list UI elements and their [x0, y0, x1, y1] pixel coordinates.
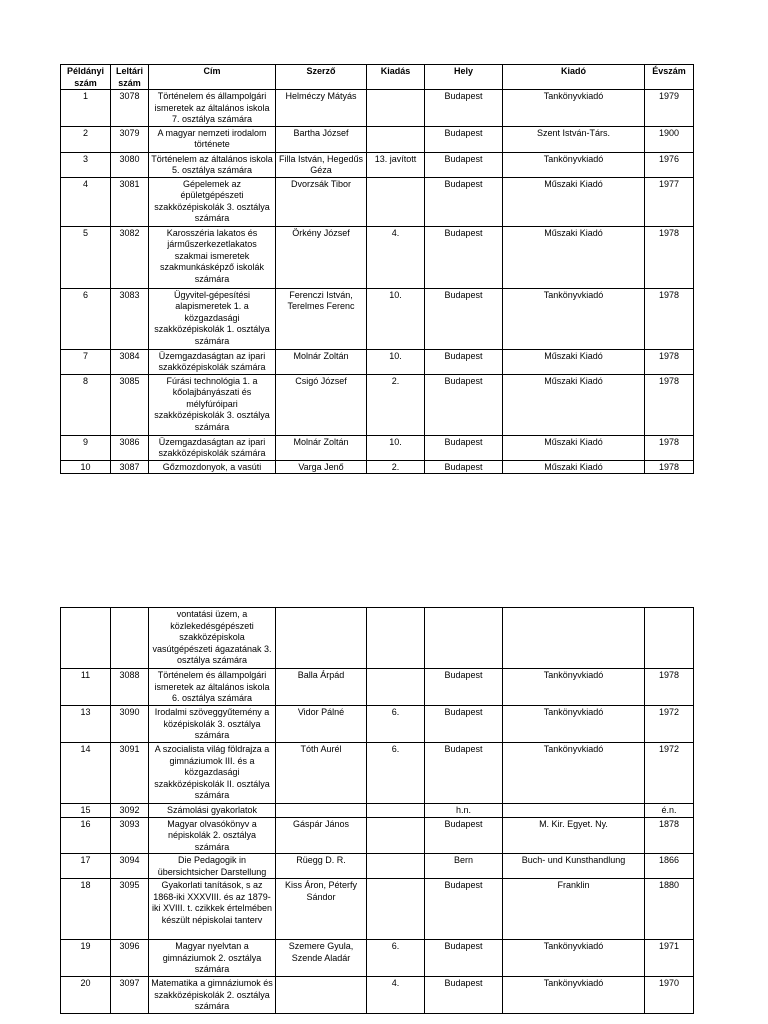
- cell-kiadas: 6.: [367, 940, 425, 977]
- cell-kiado: Buch- und Kunsthandlung: [503, 854, 645, 879]
- cell-kiadas: 4.: [367, 226, 425, 288]
- cell-hely: Budapest: [425, 669, 503, 706]
- cell-kiado: Tankönyvkiadó: [503, 90, 645, 127]
- cell-kiado: Tankönyvkiadó: [503, 288, 645, 349]
- cell-kiado: Tankönyvkiadó: [503, 706, 645, 743]
- header-row: [61, 65, 694, 90]
- cell-kiado: [503, 804, 645, 818]
- cell-evszam: 1978: [645, 349, 694, 374]
- cell-hely: Bern: [425, 854, 503, 879]
- cell-cim: A szocialista világ földrajza a gimnáziumok III. és a közgazdasági szakközépiskolák II. osztálya számára: [149, 743, 276, 804]
- cell-leltari: 3086: [111, 435, 149, 460]
- cell-leltari: 3079: [111, 126, 149, 152]
- cell-cim: Magyar olvasókönyv a népiskolák 2. osztálya számára: [149, 817, 276, 854]
- cell-szerzo: Szemere Gyula, Szende Aladár: [276, 940, 367, 977]
- cell-evszam: 1979: [645, 90, 694, 127]
- cell-hely: Budapest: [425, 126, 503, 152]
- cell-cim: Irodalmi szöveggyűtemény a középiskolák 3. osztálya számára: [149, 706, 276, 743]
- cell-hely: Budapest: [425, 435, 503, 460]
- cell-hely: Budapest: [425, 374, 503, 435]
- header-szerzo: Szerző: [276, 65, 367, 90]
- cell-kiadas: 2.: [367, 374, 425, 435]
- cell-kiado: Tankönyvkiadó: [503, 152, 645, 177]
- cell-evszam: 1977: [645, 177, 694, 226]
- catalog-table-page-2: [60, 607, 694, 1014]
- table-row: [61, 152, 694, 177]
- cell-kiadas: 10.: [367, 288, 425, 349]
- cell-kiadas: [367, 879, 425, 940]
- cell-peldany: 20: [61, 977, 111, 1014]
- cell-hely: h.n.: [425, 804, 503, 818]
- cell-hely: Budapest: [425, 460, 503, 474]
- table-row: [61, 804, 694, 818]
- cell-kiado: Tankönyvkiadó: [503, 669, 645, 706]
- cell-kiadas: 6.: [367, 706, 425, 743]
- table-row: [61, 349, 694, 374]
- table-row: [61, 940, 694, 977]
- cell-peldany: 5: [61, 226, 111, 288]
- table-row: [61, 706, 694, 743]
- cell-kiado: Műszaki Kiadó: [503, 226, 645, 288]
- cell-szerzo: Varga Jenő: [276, 460, 367, 474]
- table-row: [61, 879, 694, 940]
- cell-kiado: Franklin: [503, 879, 645, 940]
- catalog-table-page-1: [60, 64, 694, 474]
- cell-evszam: 1971: [645, 940, 694, 977]
- cell-leltari: 3097: [111, 977, 149, 1014]
- cell-kiadas: 10.: [367, 435, 425, 460]
- table-row: [61, 608, 694, 669]
- table-row: [61, 288, 694, 349]
- cell-peldany: 19: [61, 940, 111, 977]
- cell-leltari: 3094: [111, 854, 149, 879]
- cell-evszam: 1970: [645, 977, 694, 1014]
- cell-leltari: 3088: [111, 669, 149, 706]
- cell-hely: Budapest: [425, 152, 503, 177]
- table-row: [61, 977, 694, 1014]
- cell-cim: Történelem és állampolgári ismeretek az általános iskola 6. osztálya számára: [149, 669, 276, 706]
- cell-hely: Budapest: [425, 177, 503, 226]
- cell-kiadas: [367, 854, 425, 879]
- cell-kiado: Műszaki Kiadó: [503, 374, 645, 435]
- cell-kiadas: [367, 817, 425, 854]
- cell-cim: Üzemgazdaságtan az ipari szakközépiskolák számára: [149, 349, 276, 374]
- cell-peldany: 4: [61, 177, 111, 226]
- cell-szerzo: Gáspár János: [276, 817, 367, 854]
- cell-leltari: 3096: [111, 940, 149, 977]
- cell-leltari: 3080: [111, 152, 149, 177]
- cell-leltari: 3082: [111, 226, 149, 288]
- cell-peldany: 11: [61, 669, 111, 706]
- cell-kiadas: [367, 608, 425, 669]
- cell-evszam: 1866: [645, 854, 694, 879]
- cell-leltari: 3084: [111, 349, 149, 374]
- header-peldany: Példányi szám: [61, 65, 111, 90]
- cell-evszam: 1978: [645, 374, 694, 435]
- cell-kiadas: [367, 90, 425, 127]
- cell-kiado: Műszaki Kiadó: [503, 349, 645, 374]
- cell-szerzo: Ferenczi István, Terelmes Ferenc: [276, 288, 367, 349]
- cell-peldany: 14: [61, 743, 111, 804]
- cell-leltari: 3085: [111, 374, 149, 435]
- cell-szerzo: Dvorzsák Tibor: [276, 177, 367, 226]
- cell-szerzo: Vidor Pálné: [276, 706, 367, 743]
- cell-hely: Budapest: [425, 879, 503, 940]
- cell-kiadas: 4.: [367, 977, 425, 1014]
- cell-leltari: 3093: [111, 817, 149, 854]
- cell-cim: Történelem az általános iskola 5. osztálya számára: [149, 152, 276, 177]
- cell-hely: Budapest: [425, 226, 503, 288]
- cell-kiado: Tankönyvkiadó: [503, 940, 645, 977]
- cell-hely: Budapest: [425, 940, 503, 977]
- cell-evszam: 1878: [645, 817, 694, 854]
- cell-kiadas: [367, 126, 425, 152]
- cell-kiadas: [367, 177, 425, 226]
- cell-leltari: 3092: [111, 804, 149, 818]
- cell-evszam: 1978: [645, 288, 694, 349]
- cell-leltari: 3087: [111, 460, 149, 474]
- cell-kiadas: 10.: [367, 349, 425, 374]
- cell-cim: Üzemgazdaságtan az ipari szakközépiskolák számára: [149, 435, 276, 460]
- cell-cim: Fúrási technológia 1. a kőolajbányászati és mélyfúróipari szakközépiskolák 3. osztálya számára: [149, 374, 276, 435]
- header-kiado: Kiadó: [503, 65, 645, 90]
- cell-cim: Számolási gyakorlatok: [149, 804, 276, 818]
- cell-cim: Karosszéria lakatos és járműszerkezetlakatos szakmai ismeretek szakmunkásképző iskolák számára: [149, 226, 276, 288]
- cell-evszam: 1978: [645, 435, 694, 460]
- cell-kiadas: 2.: [367, 460, 425, 474]
- cell-evszam: 1978: [645, 226, 694, 288]
- cell-hely: Budapest: [425, 90, 503, 127]
- cell-peldany: 15: [61, 804, 111, 818]
- cell-hely: Budapest: [425, 817, 503, 854]
- cell-szerzo: Molnár Zoltán: [276, 349, 367, 374]
- cell-leltari: 3083: [111, 288, 149, 349]
- cell-peldany: 13: [61, 706, 111, 743]
- cell-peldany: 1: [61, 90, 111, 127]
- cell-szerzo: Balla Árpád: [276, 669, 367, 706]
- cell-kiadas: [367, 669, 425, 706]
- cell-cim: Gőzmozdonyok, a vasúti: [149, 460, 276, 474]
- cell-szerzo: Helméczy Mátyás: [276, 90, 367, 127]
- table-row: [61, 90, 694, 127]
- cell-kiadas: 6.: [367, 743, 425, 804]
- table-row: [61, 817, 694, 854]
- cell-cim: Ügyvitel-gépesítési alapismeretek 1. a közgazdasági szakközépiskolák 1. osztálya számára: [149, 288, 276, 349]
- cell-cim: Gépelemek az épületgépészeti szakközépiskolák 3. osztálya számára: [149, 177, 276, 226]
- cell-kiado: Műszaki Kiadó: [503, 460, 645, 474]
- cell-cim: Die Pedagogik in übersichtsicher Darstellung: [149, 854, 276, 879]
- table-row: [61, 177, 694, 226]
- cell-cim: Gyakorlati tanítások, s az 1868-iki XXXVIII. és az 1879-iki XVIII. t. czikkek értelmében készült népiskolai tanterv: [149, 879, 276, 940]
- header-hely: Hely: [425, 65, 503, 90]
- cell-kiado: Tankönyvkiadó: [503, 977, 645, 1014]
- cell-szerzo: Rüegg D. R.: [276, 854, 367, 879]
- cell-cim: Történelem és állampolgári ismeretek az általános iskola 7. osztálya számára: [149, 90, 276, 127]
- cell-hely: Budapest: [425, 977, 503, 1014]
- cell-peldany: 10: [61, 460, 111, 474]
- cell-szerzo: Bartha József: [276, 126, 367, 152]
- cell-peldany: 17: [61, 854, 111, 879]
- cell-evszam: é.n.: [645, 804, 694, 818]
- header-leltari: Leltári szám: [111, 65, 149, 90]
- cell-leltari: [111, 608, 149, 669]
- cell-cim: A magyar nemzeti irodalom története: [149, 126, 276, 152]
- header-cim: Cím: [149, 65, 276, 90]
- cell-hely: [425, 608, 503, 669]
- cell-szerzo: Tóth Aurél: [276, 743, 367, 804]
- cell-kiado: [503, 608, 645, 669]
- cell-evszam: 1978: [645, 669, 694, 706]
- cell-leltari: 3081: [111, 177, 149, 226]
- cell-cim: Matematika a gimnáziumok és szakközépiskolák 2. osztálya számára: [149, 977, 276, 1014]
- cell-evszam: 1972: [645, 706, 694, 743]
- cell-leltari: 3095: [111, 879, 149, 940]
- cell-peldany: 8: [61, 374, 111, 435]
- cell-cim: Magyar nyelvtan a gimnáziumok 2. osztálya számára: [149, 940, 276, 977]
- cell-hely: Budapest: [425, 743, 503, 804]
- cell-leltari: 3090: [111, 706, 149, 743]
- cell-szerzo: Örkény József: [276, 226, 367, 288]
- header-evszam: Évszám: [645, 65, 694, 90]
- cell-leltari: 3091: [111, 743, 149, 804]
- table-row: [61, 743, 694, 804]
- header-kiadas: Kiadás: [367, 65, 425, 90]
- cell-leltari: 3078: [111, 90, 149, 127]
- table-row: [61, 669, 694, 706]
- cell-peldany: 16: [61, 817, 111, 854]
- cell-kiadas: 13. javított: [367, 152, 425, 177]
- cell-evszam: [645, 608, 694, 669]
- cell-hely: Budapest: [425, 288, 503, 349]
- cell-szerzo: Molnár Zoltán: [276, 435, 367, 460]
- cell-peldany: 7: [61, 349, 111, 374]
- cell-peldany: 3: [61, 152, 111, 177]
- cell-kiado: Szent István-Társ.: [503, 126, 645, 152]
- cell-evszam: 1976: [645, 152, 694, 177]
- cell-evszam: 1978: [645, 460, 694, 474]
- cell-evszam: 1880: [645, 879, 694, 940]
- table-row: [61, 435, 694, 460]
- cell-szerzo: [276, 804, 367, 818]
- cell-evszam: 1900: [645, 126, 694, 152]
- cell-kiadas: [367, 804, 425, 818]
- cell-peldany: [61, 608, 111, 669]
- cell-kiado: Műszaki Kiadó: [503, 435, 645, 460]
- cell-kiado: Műszaki Kiadó: [503, 177, 645, 226]
- table-row: [61, 126, 694, 152]
- cell-peldany: 2: [61, 126, 111, 152]
- table-row: [61, 460, 694, 474]
- table-row: [61, 854, 694, 879]
- cell-szerzo: Csigó József: [276, 374, 367, 435]
- cell-szerzo: [276, 977, 367, 1014]
- cell-cim: vontatási üzem, a közlekedésgépészeti szakközépiskola vasútgépészeti ágazatának 3. osztálya számára: [149, 608, 276, 669]
- cell-peldany: 18: [61, 879, 111, 940]
- cell-szerzo: Filla István, Hegedűs Géza: [276, 152, 367, 177]
- cell-kiado: Tankönyvkiadó: [503, 743, 645, 804]
- cell-peldany: 9: [61, 435, 111, 460]
- cell-peldany: 6: [61, 288, 111, 349]
- cell-evszam: 1972: [645, 743, 694, 804]
- table-row: [61, 226, 694, 288]
- cell-hely: Budapest: [425, 706, 503, 743]
- cell-kiado: M. Kir. Egyet. Ny.: [503, 817, 645, 854]
- cell-hely: Budapest: [425, 349, 503, 374]
- cell-szerzo: [276, 608, 367, 669]
- cell-szerzo: Kiss Áron, Péterfy Sándor: [276, 879, 367, 940]
- table-row: [61, 374, 694, 435]
